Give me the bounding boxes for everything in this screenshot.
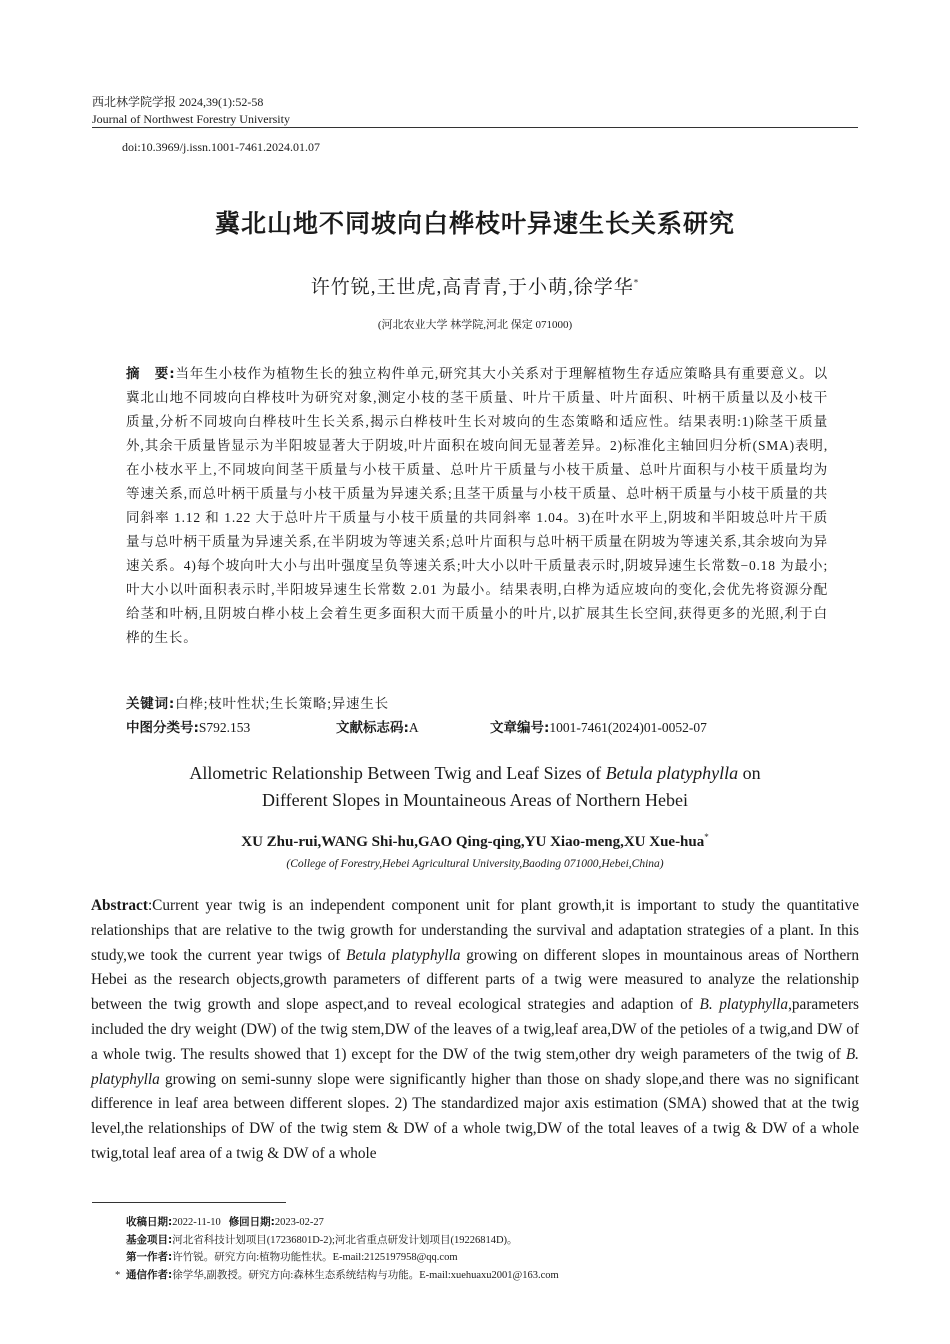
corresponding-author-mark-en: * — [704, 832, 709, 842]
article-number — [490, 716, 707, 740]
funding-text: 河北省科技计划项目(17236801D-2);河北省重点研发计划项目(19226814D)。 — [172, 1234, 518, 1246]
journal-name-en: Journal of Northwest Forestry University — [92, 112, 290, 126]
paper-title-cn: 冀北山地不同坡向白桦枝叶异速生长关系研究 — [214, 209, 735, 238]
footnote-corresponding-author — [115, 1267, 559, 1285]
first-author-label: 第一作者: — [126, 1251, 173, 1263]
abstract-cn — [126, 362, 828, 650]
clc-value: S792.153 — [198, 720, 251, 735]
abstract-en-label: Abstract — [91, 897, 148, 914]
authors-cn — [0, 272, 950, 299]
keywords-cn — [126, 692, 828, 716]
footnote-first-author — [126, 1249, 559, 1267]
corresponding-text: 徐学华,副教授。研究方向:森林生态系统结构与功能。E-mail:xuehuaxu2001@163.com — [172, 1269, 559, 1281]
revised-date: 2023-02-27 — [274, 1217, 324, 1228]
species-name: B. platyphylla — [699, 996, 789, 1014]
doi: doi:10.3969/j.issn.1001-7461.2024.01.07 — [122, 140, 321, 154]
species-name: B. platyphylla — [91, 1045, 859, 1088]
first-author-text: 许竹锐。研究方向:植物功能性状。E-mail:2125197958@qq.com — [172, 1252, 458, 1263]
keywords-cn-label: 关键词: — [126, 696, 176, 712]
document-code-value: A — [408, 720, 419, 735]
document-code — [336, 716, 419, 740]
journal-header — [92, 94, 290, 128]
paper-title-en — [0, 760, 950, 814]
corresponding-author-mark: * — [633, 277, 640, 288]
footnote-funding — [126, 1232, 559, 1250]
paper-title-en-line2: Different Slopes in Mountaineous Areas of Northern Hebei — [261, 790, 689, 810]
species-name: Betula platyphylla — [346, 946, 461, 964]
abstract-en — [91, 894, 859, 1167]
footnote-divider — [92, 1202, 286, 1203]
paper-title-en-line1 — [0, 760, 950, 787]
corresponding-label: 通信作者: — [126, 1268, 173, 1281]
title-en-part: on — [738, 763, 761, 783]
revised-label: 修回日期: — [228, 1216, 275, 1228]
received-date: 2022-11-10 — [172, 1217, 221, 1228]
title-en-species: Betula platyphylla — [605, 763, 739, 783]
footnote-dates — [126, 1214, 559, 1232]
authors-en — [0, 832, 950, 851]
corresponding-mark: * — [115, 1269, 121, 1281]
affiliation-en: (College of Forestry,Hebei Agricultural University,Baoding 071000,Hebei,China) — [286, 858, 664, 870]
footnotes — [115, 1214, 559, 1284]
authors-cn-names: 许竹锐,王世虎,高青青,于小萌,徐学华 — [310, 277, 634, 298]
received-label: 收稿日期: — [126, 1216, 173, 1228]
abstract-cn-label: 摘 要: — [126, 366, 176, 382]
article-number-value: 1001-7461(2024)01-0052-07 — [549, 720, 707, 735]
keywords-cn-text: 白桦;枝叶性状;生长策略;异速生长 — [175, 696, 389, 711]
funding-label: 基金项目: — [126, 1233, 173, 1246]
document-code-label: 文献标志码: — [336, 720, 409, 736]
abstract-en-text: growing on different slopes in mountainous areas of Northern Hebei as the research objects,growth parameters of different parts of a twig were measured to analyze the relationship between the twig growth and slope aspect,and to reveal ecological strategies and adaption of — [91, 946, 860, 1014]
authors-en-names: XU Zhu-rui,WANG Shi-hu,GAO Qing-qing,YU Xiao-meng,XU Xue-hua — [241, 834, 705, 850]
article-number-label: 文章编号: — [490, 720, 550, 736]
journal-name-cn: 西北林学院学报 2024,39(1):52-58 — [92, 95, 264, 109]
abstract-en-text: :Current year twig is an independent component unit for plant growth,it is important to study the quantitative relationships that are relative to the twig growth for understanding the survival and adaptation strategies of a plant. In this study,we took the current year twigs of — [91, 897, 859, 964]
abstract-en-text: ,parameters included the dry weight (DW) of the twig stem,DW of the leaves of a twig,leaf area,DW of the petioles of a twig,and DW of a whole twig. The results showed that 1) except for the DW of the twig stem,other dry weigh parameters of the twig of — [91, 996, 859, 1063]
affiliation-cn: (河北农业大学 林学院,河北 保定 071000) — [377, 319, 573, 331]
clc-number — [126, 716, 250, 740]
abstract-cn-text: 当年生小枝作为植物生长的独立构件单元,研究其大小关系对于理解植物生存适应策略具有重要意义。以冀北山地不同坡向白桦枝叶为研究对象,测定小枝的茎干质量、叶片干质量、叶片面积、叶柄干质量以及小枝干质量,分析不同坡向白桦枝叶生长关系,揭示白桦枝叶生长对坡向的生态策略和适应性。结果表明:1)除茎干质量外,其余干质量皆显示为半阳坡显著大于阴坡,叶片面积在坡向间无显著差异。2)标准化主轴回归分析(SMA)表明,在小枝水平上,不同坡向间茎干质量与小枝干质量、总叶片干质量与小枝干质量、总叶片面积与小枝干质量均为等速关系,而总叶柄干质量与小枝干质量为异速关系;且茎干质量与小枝干质量、总叶柄干质量与小枝干质量的共同斜率 1.12 和 1.22 大于总叶片干质量与小枝干质量的共同斜率 1.04。3)在叶水平上,阴坡和半阳坡总叶片干质量与总叶柄干质量为异速关系,在半阴坡为等速关系;总叶片面积与总叶柄干质量在阴坡为等速关系,其余坡向为异速关系。4)每个坡向叶大小与出叶强度呈负等速关系;叶大小以叶干质量表示时,阴坡异速生长常数−0.18 为最小;叶大小以叶面积表示时,半阳坡异速生长常数 2.01 为最小。结果表明,白桦为适应坡向的变化,会优先将资源分配给茎和叶柄,且阴坡白桦小枝上会着生更多面积大而干质量小的叶片,以扩展其生长空间,获得更多的光照,利于白桦的生长。 — [126, 366, 828, 645]
clc-label: 中图分类号: — [126, 720, 199, 736]
title-en-part: Allometric Relationship Between Twig and Leaf Sizes of — [189, 763, 606, 783]
header-divider — [92, 127, 858, 128]
abstract-en-text: growing on semi-sunny slope were significantly higher than those on shady slope,and there was no significant difference in leaf area between different slopes. 2) The standardized major axis estimation (SMA) showed that at the twig level,the relationships of DW of the twig stem & DW of a whole twig,DW of the total leaves of a twig & DW of a whole twig,total leaf area of a twig & DW of a whole — [91, 1070, 859, 1162]
